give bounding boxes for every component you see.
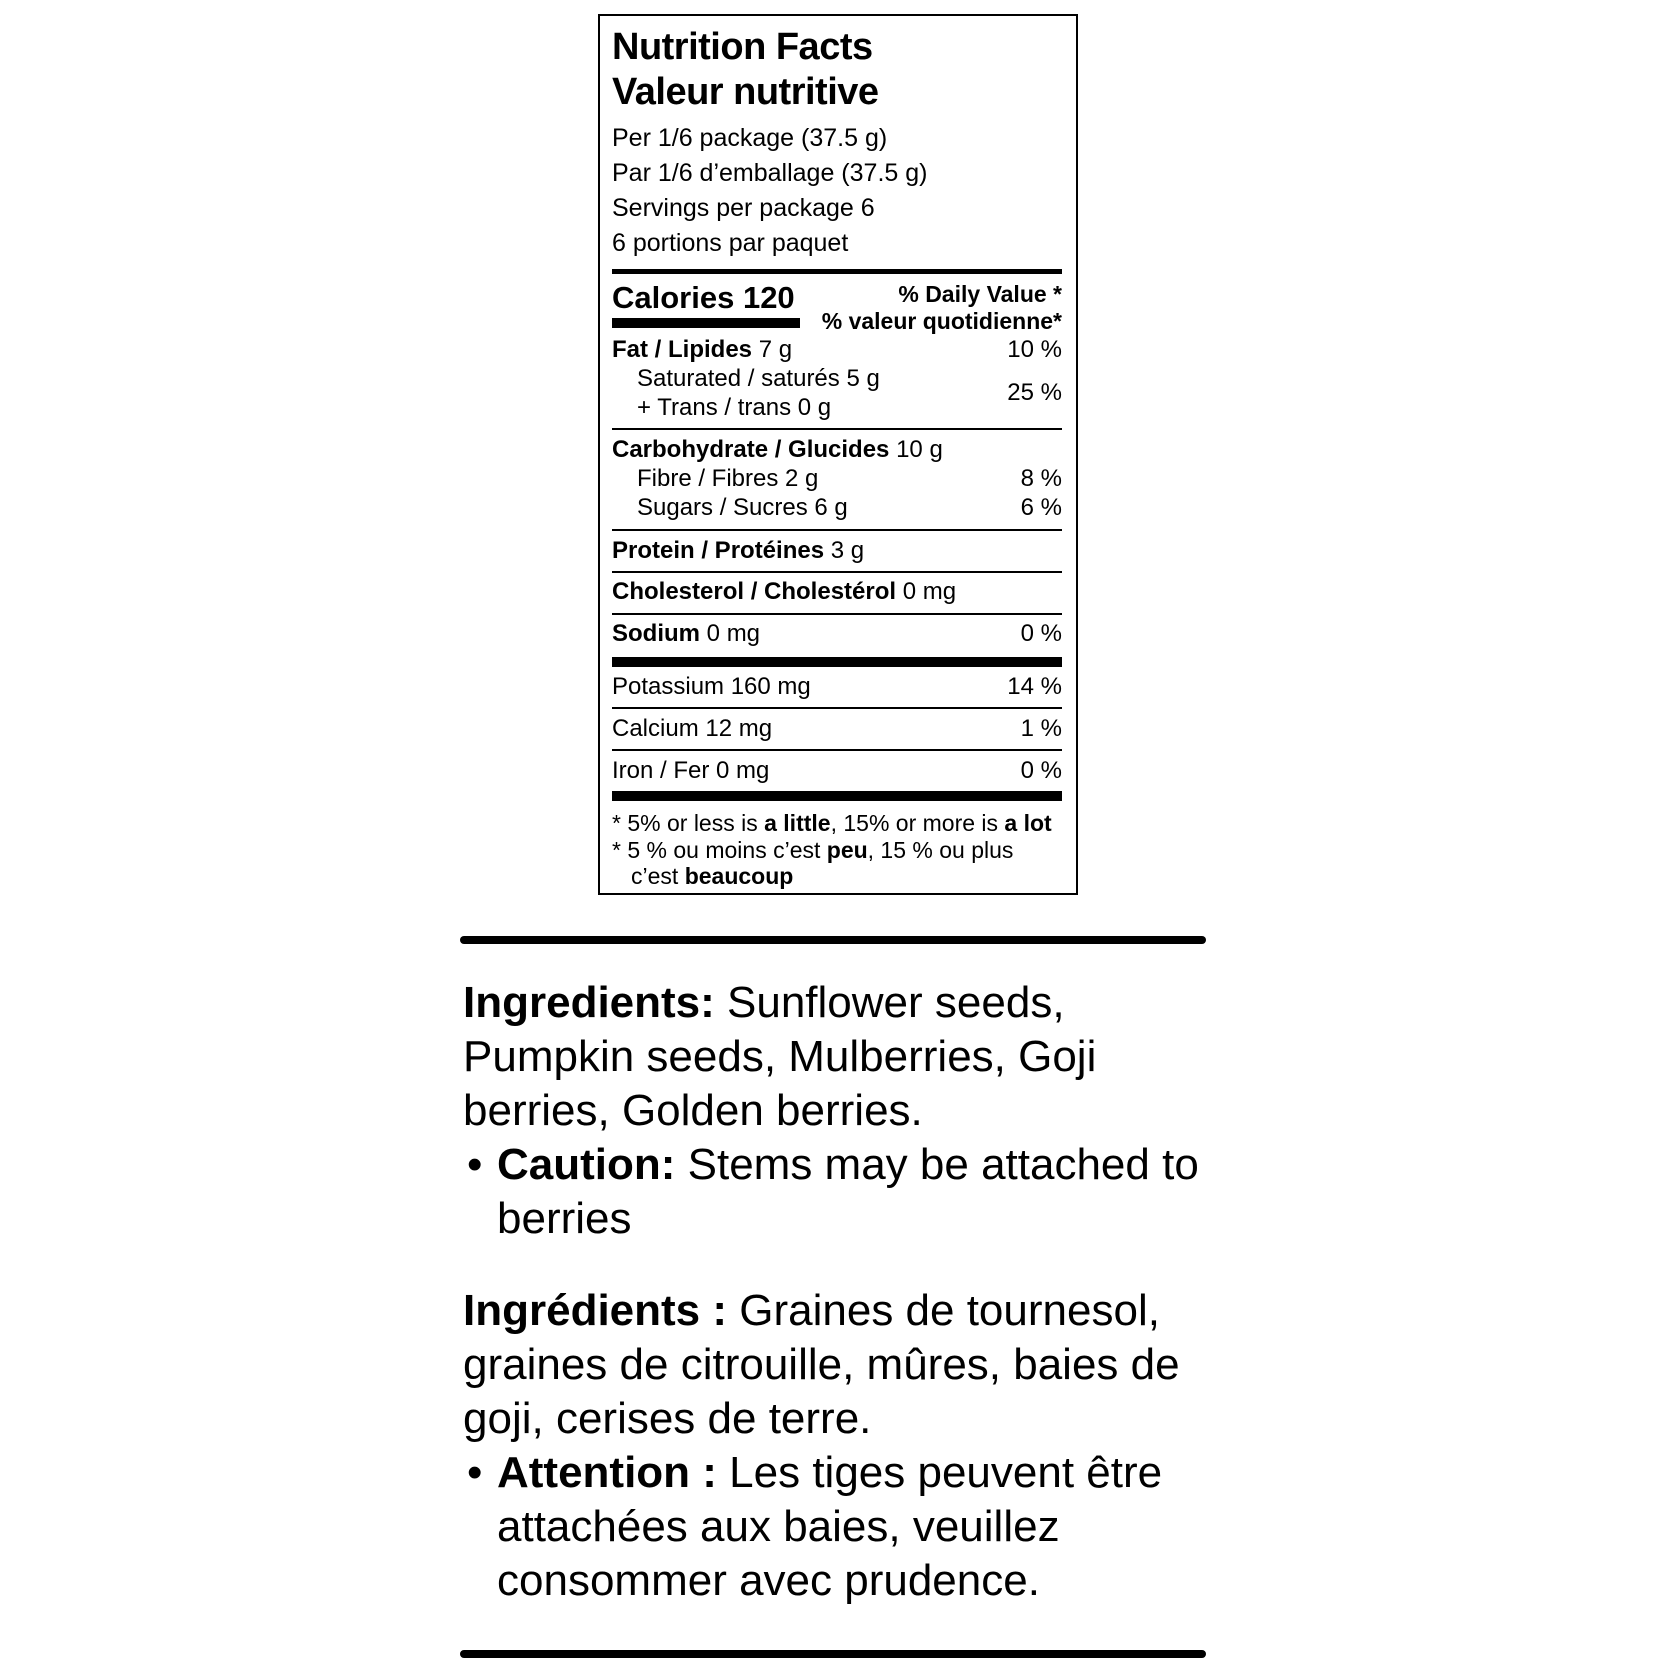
sugars-row: Sugars / Sucres 6 g bbox=[637, 494, 848, 521]
fat-dv: 10 % bbox=[1007, 336, 1062, 363]
asterisk: * bbox=[612, 837, 621, 863]
nutrition-title-en: Nutrition Facts bbox=[612, 26, 873, 68]
footnote-text: , 15% or more is bbox=[830, 810, 1005, 836]
trans-row: + Trans / trans 0 g bbox=[637, 394, 832, 421]
ingredients-en-label: Ingredients: bbox=[463, 978, 715, 1027]
ingredients-fr-label: Ingrédients : bbox=[463, 1286, 728, 1335]
fibre-row: Fibre / Fibres 2 g bbox=[637, 465, 819, 492]
sodium-label: Sodium bbox=[612, 620, 700, 647]
iron-dv: 0 % bbox=[1020, 757, 1062, 784]
iron-row: Iron / Fer 0 mg bbox=[612, 757, 770, 784]
footnote-fr bbox=[612, 839, 1013, 862]
divider bbox=[612, 613, 1062, 615]
protein-row bbox=[612, 539, 864, 563]
caution-en-text: Stems may be attached to berries bbox=[497, 1140, 1199, 1243]
footnote-emphasis: peu bbox=[826, 837, 868, 863]
footnote-emphasis: a lot bbox=[1004, 810, 1052, 836]
divider bbox=[612, 791, 1062, 801]
daily-value-header-en: % Daily Value * bbox=[898, 281, 1062, 307]
caution-en-label: Caution: bbox=[497, 1140, 676, 1189]
protein-amount: 3 g bbox=[830, 537, 865, 564]
potassium-row: Potassium 160 mg bbox=[612, 673, 811, 700]
saturated-row: Saturated / saturés 5 g bbox=[637, 365, 880, 392]
daily-value-header-fr: % valeur quotidienne* bbox=[821, 308, 1062, 334]
sugars-dv: 6 % bbox=[1020, 494, 1062, 521]
ingredients-fr bbox=[463, 1284, 1223, 1608]
divider bbox=[612, 657, 1062, 667]
bullet-icon: • bbox=[467, 1140, 483, 1189]
nutrition-title-fr: Valeur nutritive bbox=[612, 71, 879, 113]
calcium-dv: 1 % bbox=[1020, 715, 1062, 742]
carbohydrate-row bbox=[612, 438, 943, 462]
cholesterol-amount: 0 mg bbox=[902, 578, 957, 605]
footnote-en bbox=[612, 812, 1052, 835]
footnote-text: 5 % ou moins c’est bbox=[620, 837, 827, 863]
ingredients-en-list bbox=[463, 976, 1223, 1138]
ingredients-fr-text: Graines de tournesol, graines de citrouille, mûres, baies de goji, cerises de terre. bbox=[463, 1286, 1180, 1443]
separator-top bbox=[460, 936, 1206, 944]
cholesterol-label: Cholesterol / Cholestérol bbox=[612, 578, 897, 605]
footnote-text: c’est bbox=[631, 863, 685, 889]
footnote-emphasis: a little bbox=[764, 810, 831, 836]
fat-row bbox=[612, 338, 792, 362]
calcium-row: Calcium 12 mg bbox=[612, 715, 773, 742]
divider bbox=[612, 529, 1062, 531]
nutrition-facts-table bbox=[598, 14, 1078, 895]
divider bbox=[612, 571, 1062, 573]
protein-label: Protein / Protéines bbox=[612, 537, 825, 564]
serving-size-fr: Par 1/6 d’emballage (37.5 g) bbox=[612, 159, 928, 187]
fibre-dv: 8 % bbox=[1020, 465, 1062, 492]
serving-size-en: Per 1/6 package (37.5 g) bbox=[612, 124, 888, 152]
footnote-text: , 15 % ou plus bbox=[867, 837, 1014, 863]
divider bbox=[612, 749, 1062, 751]
footnote-fr-continued bbox=[631, 865, 793, 888]
separator-bottom bbox=[460, 1650, 1206, 1658]
footnote-emphasis: beaucoup bbox=[684, 863, 794, 889]
divider bbox=[612, 707, 1062, 709]
carbohydrate-amount: 10 g bbox=[896, 436, 943, 463]
ingredients-fr-list bbox=[463, 1284, 1223, 1446]
cholesterol-row bbox=[612, 580, 956, 604]
carbohydrate-label: Carbohydrate / Glucides bbox=[612, 436, 890, 463]
ingredients-en bbox=[463, 976, 1223, 1246]
divider bbox=[612, 269, 1062, 274]
bullet-icon: • bbox=[467, 1448, 483, 1497]
caution-en bbox=[463, 1138, 1223, 1246]
sat-trans-dv: 25 % bbox=[1007, 379, 1062, 406]
potassium-dv: 14 % bbox=[1007, 673, 1062, 700]
sodium-row bbox=[612, 622, 760, 646]
divider bbox=[612, 428, 1062, 430]
asterisk: * bbox=[612, 810, 621, 836]
sodium-amount: 0 mg bbox=[706, 620, 761, 647]
fat-label: Fat / Lipides bbox=[612, 336, 753, 363]
calories: Calories 120 bbox=[612, 280, 795, 315]
footnote-text: 5% or less is bbox=[620, 810, 765, 836]
caution-fr bbox=[463, 1446, 1223, 1608]
caution-fr-text: Les tiges peuvent être attachées aux baies, veuillez consommer avec prudence. bbox=[497, 1448, 1163, 1605]
calories-bar bbox=[612, 318, 800, 328]
ingredients-en-text: Sunflower seeds, Pumpkin seeds, Mulberries, Goji berries, Golden berries. bbox=[463, 978, 1097, 1135]
servings-per-package-en: Servings per package 6 bbox=[612, 194, 875, 222]
caution-fr-label: Attention : bbox=[497, 1448, 717, 1497]
servings-per-package-fr: 6 portions par paquet bbox=[612, 229, 849, 257]
sodium-dv: 0 % bbox=[1020, 620, 1062, 647]
fat-amount: 7 g bbox=[758, 336, 793, 363]
